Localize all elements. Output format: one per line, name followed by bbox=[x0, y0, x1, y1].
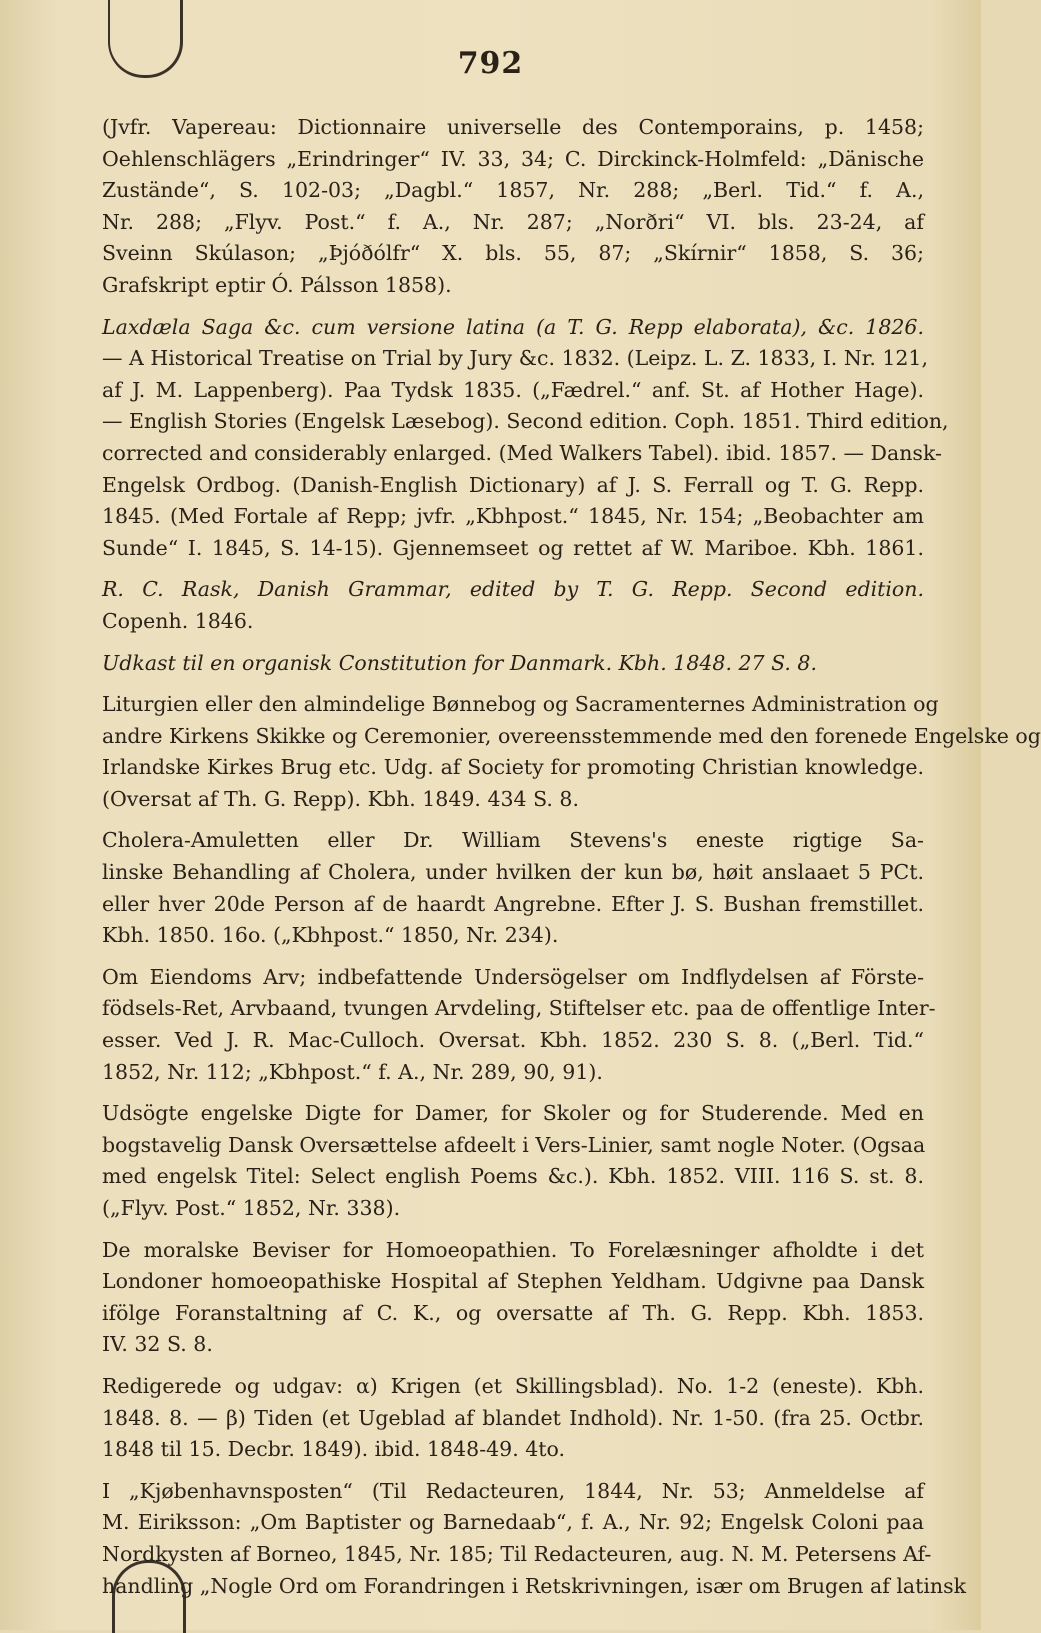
text-line: Grafskript eptir Ó. Pálsson 1858). bbox=[102, 272, 452, 297]
text-line: af J. M. Lappenberg). Paa Tydsk 1835. („Fædrel.“ anf. St. af Hother Hage). bbox=[102, 377, 924, 402]
bibliography-entry bbox=[102, 574, 924, 637]
text-line: (Oversat af Th. G. Repp). Kbh. 1849. 434 S. 8. bbox=[102, 786, 579, 811]
text-line: — English Stories (Engelsk Læsebog). Second edition. Coph. 1851. Third edition, bbox=[102, 409, 949, 434]
text-line: („Flyv. Post.“ 1852, Nr. 338). bbox=[102, 1196, 401, 1220]
text-line: med engelsk Titel: Select english Poems &c.). Kbh. 1852. VIII. 116 S. st. 8. bbox=[102, 1164, 924, 1189]
text-line: Udkast til en organisk Constitution for Danmark. Kbh. 1848. 27 S. 8. bbox=[102, 650, 817, 675]
text-line: födsels-Ret, Arvbaand, tvungen Arvdeling, Stiftelser etc. paa de offentlige Inter- bbox=[102, 996, 936, 1021]
text-line: Nr. 288; „Flyv. Post.“ f. A., Nr. 287; „Norðri“ VI. bls. 23-24, af bbox=[102, 209, 924, 234]
text-line: Irlandske Kirkes Brug etc. Udg. af Society for promoting Christian knowledge. bbox=[102, 755, 924, 780]
text-line: bogstavelig Dansk Oversættelse afdeelt i Vers-Linier, samt nogle Noter. (Ogsaa bbox=[102, 1132, 926, 1157]
text-line: Sveinn Skúlason; „Þjóðólfr“ X. bls. 55, 87; „Skírnir“ 1858, S. 36; bbox=[102, 241, 924, 266]
bibliography-entry bbox=[102, 112, 924, 302]
text-line: 1845. (Med Fortale af Repp; jvfr. „Kbhpost.“ 1845, Nr. 154; „Beobachter am bbox=[102, 504, 924, 529]
text-line: Cholera-Amuletten eller Dr. William Stevens's eneste rigtige Sa- bbox=[102, 828, 924, 853]
page-number: 792 bbox=[457, 46, 524, 81]
text-line: — A Historical Treatise on Trial by Jury &c. 1832. (Leipz. L. Z. 1833, I. Nr. 121, bbox=[102, 346, 928, 371]
text-line: De moralske Beviser for Homoeopathien. To Forelæsninger afholdte i det bbox=[102, 1237, 924, 1262]
bibliography-entry bbox=[102, 1371, 924, 1466]
text-line: linske Behandling af Cholera, under hvilken der kun bø, høit anslaaet 5 PCt. bbox=[102, 860, 924, 885]
text-line: 1848 til 15. Decbr. 1849). ibid. 1848-49. 4to. bbox=[102, 1437, 566, 1462]
bibliography-entry bbox=[102, 312, 949, 565]
text-line: handling „Nogle Ord om Forandringen i Retskrivningen, især om Brugen af latinsk bbox=[102, 1573, 967, 1598]
text-line: Kbh. 1850. 16o. („Kbhpost.“ 1850, Nr. 234). bbox=[102, 923, 559, 948]
bibliography-entry bbox=[102, 1235, 924, 1361]
text-line: Copenh. 1846. bbox=[102, 608, 254, 633]
text-line: andre Kirkens Skikke og Ceremonier, overeensstemmende med den forenede Engelske og bbox=[102, 723, 1041, 748]
text-line: Udsögte engelske Digte for Damer, for Skoler og for Studerende. Med en bbox=[102, 1101, 924, 1126]
page-body bbox=[102, 112, 1041, 1612]
text-line: (Jvfr. Vapereau: Dictionnaire universelle des Contemporains, p. 1458; bbox=[102, 115, 924, 139]
bibliography-entry bbox=[102, 1476, 967, 1602]
text-line: Sunde“ I. 1845, S. 14-15). Gjennemseet og rettet af W. Mariboe. Kbh. 1861. bbox=[102, 535, 924, 560]
text-line: Londoner homoeopathiske Hospital af Stephen Yeldham. Udgivne paa Dansk bbox=[102, 1269, 924, 1294]
text-line: ifölge Foranstaltning af C. K., og oversatte af Th. G. Repp. Kbh. 1853. bbox=[102, 1300, 924, 1325]
text-line: IV. 32 S. 8. bbox=[102, 1332, 213, 1357]
text-line: I „Kjøbenhavnsposten“ (Til Redacteuren, 1844, Nr. 53; Anmeldelse af bbox=[102, 1478, 924, 1503]
text-line: 1848. 8. — β) Tiden (et Ugeblad af blandet Indhold). Nr. 1-50. (fra 25. Octbr. bbox=[102, 1405, 924, 1430]
bibliography-entry bbox=[102, 962, 936, 1088]
bibliography-entry bbox=[102, 825, 924, 951]
text-line: Engelsk Ordbog. (Danish-English Dictionary) af J. S. Ferrall og T. G. Repp. bbox=[102, 472, 924, 497]
text-line: Zustände“, S. 102-03; „Dagbl.“ 1857, Nr. 288; „Berl. Tid.“ f. A., bbox=[102, 178, 924, 203]
text-line: corrected and considerably enlarged. (Med Walkers Tabel). ibid. 1857. — Dansk- bbox=[102, 440, 942, 465]
bibliography-entry bbox=[102, 689, 1041, 815]
text-line: Laxdæla Saga &c. cum versione latina (a T. G. Repp elaborata), &c. 1826. bbox=[102, 314, 924, 339]
text-line: Om Eiendoms Arv; indbefattende Undersögelser om Indflydelsen af Förste- bbox=[102, 964, 924, 989]
text-line: esser. Ved J. R. Mac-Culloch. Oversat. Kbh. 1852. 230 S. 8. („Berl. Tid.“ bbox=[102, 1028, 924, 1053]
text-line: Redigerede og udgav: α) Krigen (et Skillingsblad). No. 1-2 (eneste). Kbh. bbox=[102, 1373, 924, 1398]
text-line: M. Eiriksson: „Om Baptister og Barnedaab“, f. A., Nr. 92; Engelsk Coloni paa bbox=[102, 1510, 924, 1535]
bibliography-entry bbox=[102, 1098, 924, 1224]
bibliography-entry bbox=[102, 648, 924, 680]
text-line: R. C. Rask, Danish Grammar, edited by T. G. Repp. Second edition. bbox=[102, 577, 924, 602]
text-line: Liturgien eller den almindelige Bønnebog og Sacramenternes Administration og bbox=[102, 692, 939, 717]
text-line: 1852, Nr. 112; „Kbhpost.“ f. A., Nr. 289, 90, 91). bbox=[102, 1059, 603, 1084]
text-line: eller hver 20de Person af de haardt Angrebne. Efter J. S. Bushan fremstillet. bbox=[102, 891, 924, 916]
text-line: Oehlenschlägers „Erindringer“ IV. 33, 34; C. Dirckinck-Holmfeld: „Dänische bbox=[102, 146, 924, 171]
text-line: Nordkysten af Borneo, 1845, Nr. 185; Til Redacteuren, aug. N. M. Petersens Af- bbox=[102, 1541, 932, 1566]
